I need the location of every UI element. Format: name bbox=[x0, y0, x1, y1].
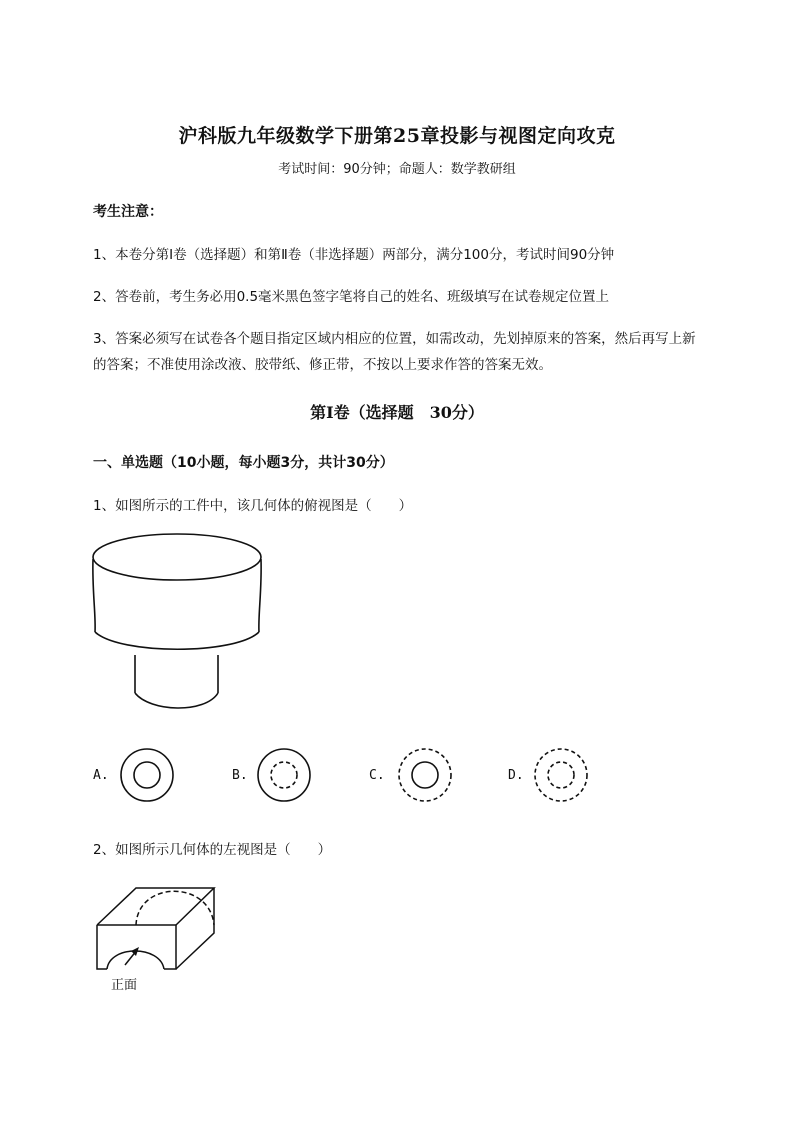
notice-item-3-cont: 的答案；不准使用涂改液、胶带纸、修正带，不按以上要求作答的答案无效。 bbox=[93, 357, 552, 373]
option-b-label[interactable]: B. bbox=[232, 768, 248, 783]
option-d-label[interactable]: D. bbox=[508, 768, 524, 783]
notice-item-1: 1、本卷分第I卷（选择题）和第Ⅱ卷（非选择题）两部分，满分100分，考试时间90分钟 bbox=[93, 247, 615, 263]
option-a-label[interactable]: A. bbox=[93, 768, 109, 783]
exam-info: 考试时间：90分钟；命题人：数学教研组 bbox=[278, 162, 516, 177]
notice-item-3: 3、答案必须写在试卷各个题目指定区域内相应的位置，如需改动，先划掉原来的答案，然后再写上新 bbox=[93, 331, 696, 347]
front-label: 正面 bbox=[111, 978, 138, 993]
question-2-stem: 2、如图所示几何体的左视图是（ ） bbox=[93, 842, 332, 858]
notice-heading: 考生注意： bbox=[93, 204, 163, 220]
option-c-label[interactable]: C. bbox=[369, 768, 385, 783]
section-heading: 一、单选题（10小题，每小题3分，共计30分） bbox=[93, 455, 394, 471]
notice-item-2: 2、答卷前，考生务必用0.5毫米黑色签字笔将自己的姓名、班级填写在试卷规定位置上 bbox=[93, 289, 610, 305]
question-1-stem: 1、如图所示的工件中，该几何体的俯视图是（ ） bbox=[93, 498, 413, 514]
part-heading: 第I卷（选择题 30分） bbox=[310, 403, 484, 422]
page-title: 沪科版九年级数学下册第25章投影与视图定向攻克 bbox=[178, 125, 616, 147]
